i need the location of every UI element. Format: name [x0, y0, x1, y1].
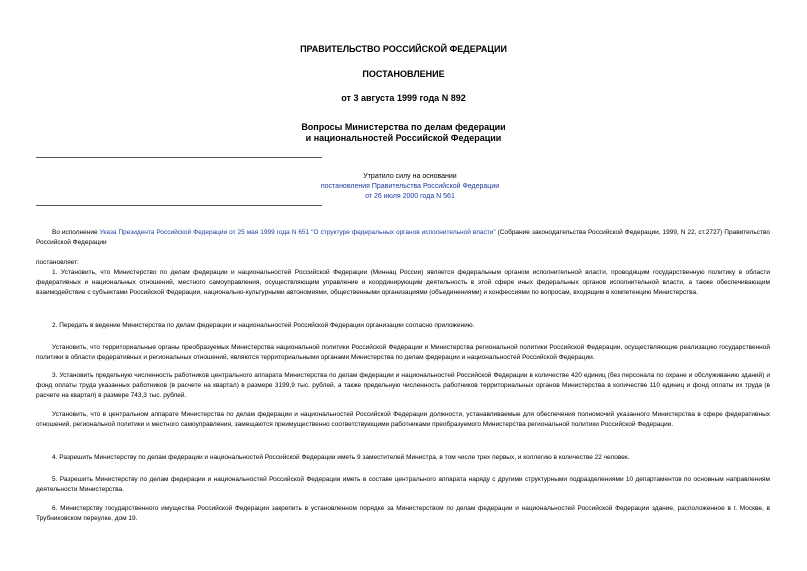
decree-link[interactable]: Указа Президента Российской Федерации от 25 мая 1999 года N 651 "О структуре федеральных органов исполнительной власти"	[99, 229, 496, 236]
document-title	[0, 122, 807, 144]
paragraph-1: 1. Установить, что Министерство по делам федерации и национальностей Российской Федерации (Миннац России) является федеральным органом исполнительной власти, проводящим государственную политику в области федеративных и национальных отношений, местного самоуправления, осуществляющим управление и координирующим деятельность в этой сфере иных федеральных органов исполнительной власти, а также обеспечивающим взаимодействие с субъектами Российской Федерации, национально-культурными автономиями, общественными организациями (объединениями) и конфессиями по вопросам, входящим в компетенцию Министерства.	[36, 269, 770, 297]
postanovlyaet-text: постановляет:	[36, 259, 79, 266]
document-date-heading: от 3 августа 1999 года N 892	[341, 93, 466, 103]
paragraph-2-continued: Установить, что территориальные органы преобразуемых Министерства национальной политики Российской Федерации и Министерства региональной политики Российской Федерации, осуществляющие реализацию государственной политики в области федеративных и региональных отношений, являются территориальными органами Министерства по делам федерации и национальностей Российской Федерации.	[36, 344, 770, 362]
validity-note-link[interactable]: постановления Правительства Российской Федерации	[320, 183, 500, 190]
intro-suffix: (Собрание законодательства Российской Федерации, 1999, N 22, ст.2727) Правительство Российской Федерации	[36, 229, 770, 247]
paragraph-2: 2. Передать в ведение Министерства по делам федерации и национальностей Российской Федерации организации согласно приложению.	[52, 322, 475, 329]
intro-paragraph	[36, 228, 770, 248]
paragraph-4: 4. Разрешить Министерству по делам федерации и национальностей Российской Федерации иметь 9 заместителей Министра, в том числе трех первых, и коллегию в количестве 22 человек.	[52, 454, 630, 461]
divider-bottom	[36, 205, 322, 206]
paragraph-5: 5. Разрешить Министерству по делам федерации и национальностей Российской Федерации иметь в составе центрального аппарата наряду с другими структурными подразделениями 10 департаментов по основным направлениям деятельности Министерства.	[36, 476, 770, 494]
government-heading: ПРАВИТЕЛЬСТВО РОССИЙСКОЙ ФЕДЕРАЦИИ	[300, 44, 507, 54]
paragraph-3: 3. Установить предельную численность работников центрального аппарата Министерства по делам федерации и национальностей Российской Федерации в количестве 420 единиц (без персонала по охране и обслуживанию зданий) и фонд оплаты труда указанных работников (в расчете на квартал) в размере 3199,9 тыс. рублей, а также предельную численность работников территориальных органов Министерства в количестве 110 единиц и фонд оплаты их труда (в расчете на квартал) в размере 743,3 тыс. рублей.	[36, 372, 770, 400]
validity-note-line-1: Утратило силу на основании	[363, 173, 457, 180]
validity-note-date-link[interactable]: от 26 июля 2000 года N 561	[365, 193, 455, 200]
document-kind-heading: ПОСТАНОВЛЕНИЕ	[362, 69, 445, 79]
paragraph-3-continued: Установить, что в центральном аппарате Министерства по делам федерации и национальностей Российской Федерации должности, устанавливаемые для обеспечения полномочий указанного Министерства в сфере федеративных отношений, региональной политики и местного самоуправления, замещаются преимущественно соответствующими работниками преобразуемого Министерства региональной политики Российской Федерации.	[36, 411, 770, 429]
paragraph-6: 6. Министерству государственного имущества Российской Федерации закрепить в установленном порядке за Министерством по делам федерации и национальностей Российской Федерации здание, расположенное в г. Москве, в Трубниковском переулке, дом 19.	[36, 505, 770, 523]
intro-prefix: Во исполнение	[52, 229, 100, 236]
document-title-line-2: и национальностей Российской Федерации	[305, 133, 502, 143]
divider-top	[36, 157, 322, 158]
document-title-line-1: Вопросы Министерства по делам федерации	[301, 122, 506, 132]
